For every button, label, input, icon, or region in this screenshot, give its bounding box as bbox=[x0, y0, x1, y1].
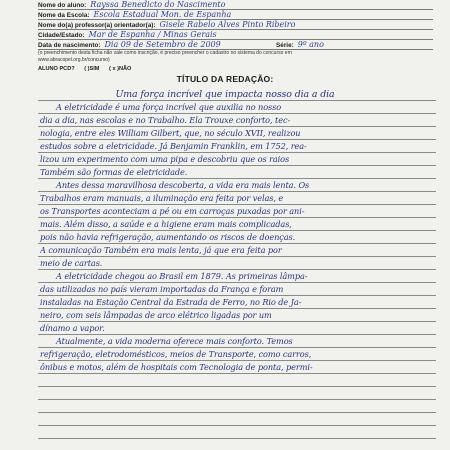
student-name-label: Nome do aluno: bbox=[38, 2, 87, 9]
registration-url: www.abracopel.org.br/concurso) bbox=[38, 57, 110, 63]
birth-date-value: Dia 09 de Setembro de 2009 bbox=[104, 40, 221, 49]
registration-notice: (o preenchimento desta ficha não vale como inscrição, é preciso preencher o cadastro no sistema do concurso em bbox=[38, 50, 292, 56]
teacher-name-row bbox=[38, 20, 433, 29]
ruled-line bbox=[38, 399, 436, 400]
essay-title-label: TÍTULO DA REDAÇÃO: bbox=[176, 74, 274, 84]
essay-line: ônibus e motos, além de hospitais com Tecnologia de ponta, permi- bbox=[40, 362, 313, 372]
student-name-row bbox=[38, 0, 433, 9]
school-name-row bbox=[38, 10, 433, 19]
essay-line: refrigeração, eletrodomésticos, meios de Transporte, como carros, bbox=[40, 349, 312, 359]
school-name-value: Escola Estadual Mon. de Espanha bbox=[93, 10, 232, 19]
teacher-name-value: Gisele Rabelo Alves Pinto Ribeiro bbox=[159, 20, 296, 29]
pcd-option-yes: ( )SIM bbox=[84, 66, 100, 72]
birth-date-label: Data de nascimento: bbox=[38, 42, 101, 49]
essay-title: Uma força incrível que impacta nosso dia a dia bbox=[115, 89, 335, 100]
ruled-line bbox=[38, 438, 436, 439]
essay-line: nologia, entre eles William Gilbert, que, no século XVII, realizou bbox=[40, 128, 301, 138]
essay-line: lizou um experimento com uma pipa e descobriu que os raios bbox=[40, 154, 290, 164]
essay-line: neiro, com seis lâmpadas de arco elétrico ligadas por um bbox=[40, 310, 272, 320]
essay-line: meio de cartas. bbox=[40, 258, 103, 268]
city-state-label: Cidade/Estado: bbox=[38, 32, 85, 39]
city-state-value: Mar de Espanha / Minas Gerais bbox=[88, 30, 217, 39]
student-name-value: Rayssa Benedicto do Nascimento bbox=[90, 0, 226, 9]
essay-line: A eletricidade é uma força incrível que auxilia no nosso bbox=[56, 102, 282, 112]
essay-line: A comunicação Também era mais lenta, já que era feita por bbox=[40, 245, 282, 255]
pcd-question bbox=[38, 66, 139, 72]
essay-line: estudos sobre a eletricidade. Já Benjamin Franklin, em 1752, rea- bbox=[40, 141, 307, 151]
essay-line: Trabalhos eram manuais, a iluminação era feita por velas, e bbox=[40, 193, 284, 203]
grade-value: 9º ano bbox=[297, 40, 324, 49]
pcd-label: ALUNO PCD? bbox=[38, 66, 75, 72]
ruled-line bbox=[38, 386, 436, 387]
essay-line: Atualmente, a vida moderna oferece mais conforto. Temos bbox=[56, 336, 293, 346]
essay-line: mais. Além disso, a saúde e a higiene eram mais complicadas, bbox=[40, 219, 292, 229]
essay-line: instaladas na Estação Central da Estrada de Ferro, no Rio de Ja- bbox=[40, 297, 302, 307]
city-state-row bbox=[38, 30, 433, 39]
grade-label: Série: bbox=[276, 42, 294, 49]
essay-line: os Transportes aconteciam a pé ou em carroças puxadas por ani- bbox=[40, 206, 305, 216]
ruled-line bbox=[38, 425, 436, 426]
essay-line: dia a dia, nas escolas e no Trabalho. Ela Trouxe conforto, tec- bbox=[40, 115, 291, 125]
essay-line: Antes dessa maravilhosa descoberta, a vida era mais lenta. Os bbox=[56, 180, 310, 190]
essay-line: dínamo a vapor. bbox=[40, 323, 105, 333]
birth-date-row bbox=[38, 40, 433, 49]
essay-line: A eletricidade chegou ao Brasil em 1879. As primeiras lâmpa- bbox=[56, 271, 308, 281]
ruled-line bbox=[38, 412, 436, 413]
school-name-label: Nome da Escola: bbox=[38, 12, 90, 19]
essay-line: Também são formas de eletricidade. bbox=[40, 167, 188, 177]
essay-line: pois não havia refrigeração, aumentando os riscos de doenças. bbox=[40, 232, 296, 242]
essay-line: das utilizadas no país vieram importadas da França e foram bbox=[40, 284, 284, 294]
teacher-name-label: Nome do(a) professor(a) orientador(a): bbox=[38, 22, 156, 29]
pcd-option-no: ( x )NÃO bbox=[109, 66, 132, 72]
